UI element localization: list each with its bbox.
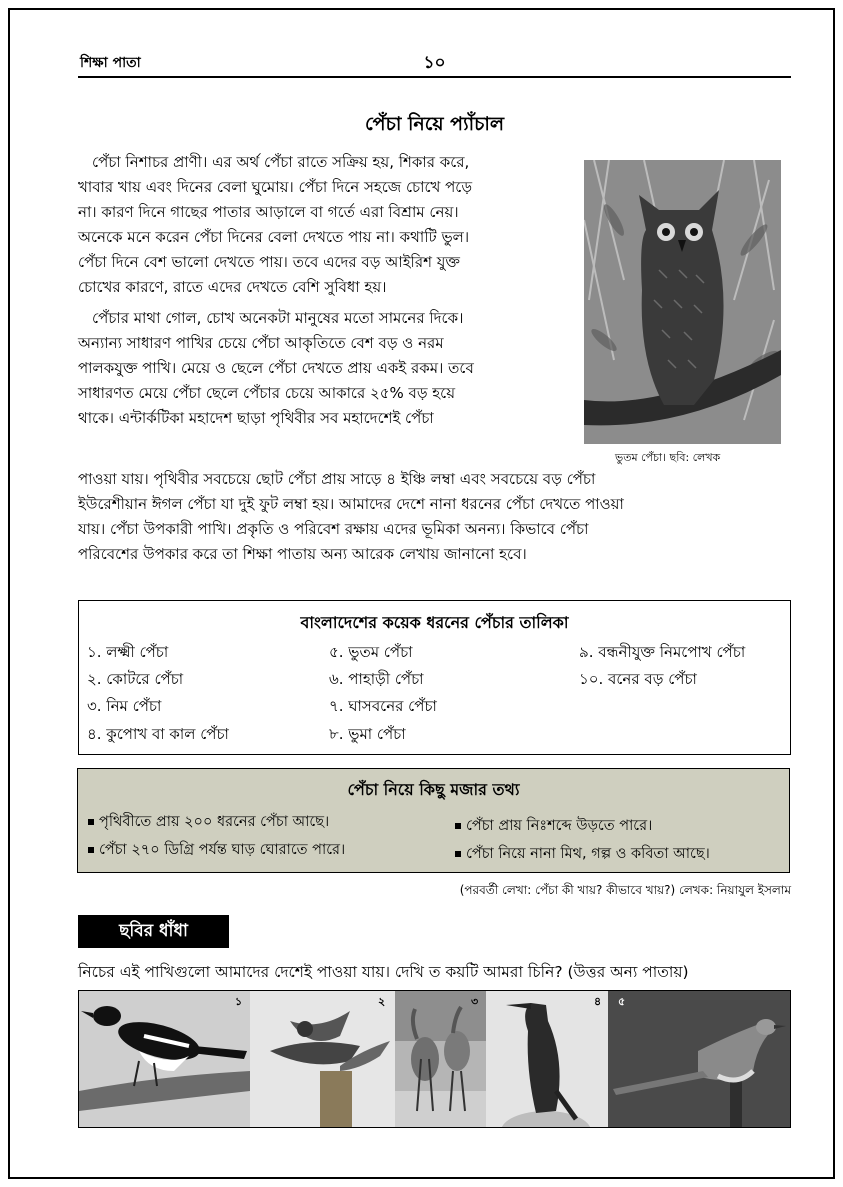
owl-photo	[584, 160, 781, 444]
author-credit: (পরবর্তী লেখা: পেঁচা কী খায়? কীভাবে খায়?) লেখক: নিয়াযুল ইসলাম	[459, 883, 791, 897]
text-line: অন্যান্য সাধারণ পাখির চেয়ে পেঁচা আকৃতিতে বেশ বড় ও নরম	[78, 334, 444, 352]
bird-photo-4	[486, 991, 608, 1127]
photo-number: ১	[235, 995, 243, 1008]
text-line: অনেকে মনে করেন পেঁচা দিনের বেলা দেখতে পায় না। কথাটি ভুল।	[78, 228, 470, 246]
article-title: পেঁচা নিয়ে প্যাঁচাল	[364, 113, 505, 135]
list-item: ৬. পাহাড়ী পেঁচা	[329, 670, 424, 688]
list-item: ২. কোটরে পেঁচা	[87, 670, 184, 688]
text-line: পাওয়া যায়। পৃথিবীর সবচেয়ে ছোট পেঁচা প্রায় সাড়ে ৪ ইঞ্চি লম্বা এবং সবচেয়ে বড় পেঁচা	[78, 470, 596, 488]
owl-list-box	[78, 600, 791, 755]
fun-facts-title: পেঁচা নিয়ে কিছু মজার তথ্য	[347, 780, 520, 799]
text-line: চোখের কারণে, রাতে এদের দেখতে বেশি সুবিধা হয়।	[78, 278, 387, 296]
text-line: পেঁচার মাথা গোল, চোখ অনেকটা মানুষের মতো সামনের দিকে।	[92, 309, 464, 327]
list-item: ৩. নিম পেঁচা	[87, 697, 162, 715]
bird-photo-1	[79, 991, 250, 1127]
photo-number: ৩	[471, 995, 479, 1008]
article-body-bottom	[78, 467, 791, 567]
page-header	[78, 48, 791, 76]
bullet-icon	[455, 851, 461, 857]
text-line: যায়। পেঁচা উপকারী পাখি। প্রকৃতি ও পরিবেশ রক্ষায় এদের ভূমিকা অনন্য। কিভাবে পেঁচা	[78, 520, 589, 538]
puzzle-question: নিচের এই পাখিগুলো আমাদের দেশেই পাওয়া যায়। দেখি ত কয়টি আমরা চিনি? (উত্তর অন্য পাতায়)	[78, 963, 689, 981]
fun-facts-box	[77, 768, 790, 873]
bird-photo-2	[250, 991, 395, 1127]
bird-photo-strip	[78, 990, 791, 1128]
text-line: পেঁচা নিশাচর প্রাণী। এর অর্থ পেঁচা রাতে সক্রিয় হয়, শিকার করে,	[92, 153, 470, 171]
list-item: ৭. ঘাসবনের পেঁচা	[329, 697, 437, 715]
list-item: ৮. ভুমা পেঁচা	[329, 725, 406, 743]
photo-number: ২	[378, 995, 386, 1008]
owl-list-title: বাংলাদেশের কয়েক ধরনের পেঁচার তালিকা	[300, 613, 569, 632]
list-item: ৫. ভুতম পেঁচা	[329, 643, 413, 661]
bullet-icon	[88, 847, 94, 853]
fact-item: পেঁচা নিয়ে নানা মিথ, গল্প ও কবিতা আছে।	[455, 843, 710, 867]
text-line: ইউরেশীয়ান ঈগল পেঁচা যা দুই ফুট লম্বা হয়। আমাদের দেশে নানা ধরনের পেঁচা দেখতে পাওয়া	[78, 495, 624, 513]
section-title: শিক্ষা পাতা	[80, 55, 141, 71]
text-line: থাকে। এন্টার্কটিকা মহাদেশ ছাড়া পৃথিবীর সব মহাদেশেই পেঁচা	[78, 409, 434, 427]
text-line: পেঁচা দিনে বেশ ভালো দেখতে পায়। তবে এদের বড় আইরিশ যুক্ত	[78, 253, 460, 271]
bullet-icon	[88, 819, 94, 825]
bird-photo-3	[395, 991, 486, 1127]
photo-number: ৪	[594, 995, 602, 1008]
fact-item: পৃথিবীতে প্রায় ২০০ ধরনের পেঁচা আছে।	[88, 811, 329, 835]
list-item: ১. লক্ষ্মী পেঁচা	[87, 643, 169, 661]
page-number: ১০	[423, 53, 446, 73]
list-item: ১০. বনের বড় পেঁচা	[579, 670, 697, 688]
text-line: পরিবেশের উপকার করে তা শিক্ষা পাতায় অন্য আরেক লেখায় জানানো হবে।	[78, 545, 527, 563]
text-line: সাধারণত মেয়ে পেঁচা ছেলে পেঁচার চেয়ে আকারে ২৫% বড় হয়ে	[78, 384, 456, 402]
text-line: পালকযুক্ত পাখি। মেয়ে ও ছেলে পেঁচা দেখতে প্রায় একই রকম। তবে	[78, 359, 474, 377]
text-line: খাবার খায় এবং দিনের বেলা ঘুমোয়। পেঁচা দিনে সহজে চোখে পড়ে	[78, 178, 473, 196]
list-item: ৯. বন্ধনীযুক্ত নিমপোখ পেঁচা	[579, 643, 746, 661]
article-body-top	[78, 150, 572, 431]
bullet-icon	[455, 823, 461, 829]
fact-item: পেঁচা ২৭০ ডিগ্রি পর্যন্ত ঘাড় ঘোরাতে পারে।	[88, 839, 345, 863]
puzzle-heading: ছবির ধাঁধা	[78, 915, 229, 948]
header-divider	[78, 76, 791, 78]
bird-photo-5	[608, 991, 790, 1127]
text-line: না। কারণ দিনে গাছের পাতার আড়ালে বা গর্তে এরা বিশ্রাম নেয়।	[78, 203, 459, 221]
fact-item: পেঁচা প্রায় নিঃশব্দে উড়তে পারে।	[455, 815, 652, 839]
photo-caption: ভুতম পেঁচা। ছবি: লেখক	[615, 451, 721, 464]
list-item: ৪. কুপোখ বা কাল পেঁচা	[87, 725, 229, 743]
photo-number: ৫	[618, 995, 626, 1008]
